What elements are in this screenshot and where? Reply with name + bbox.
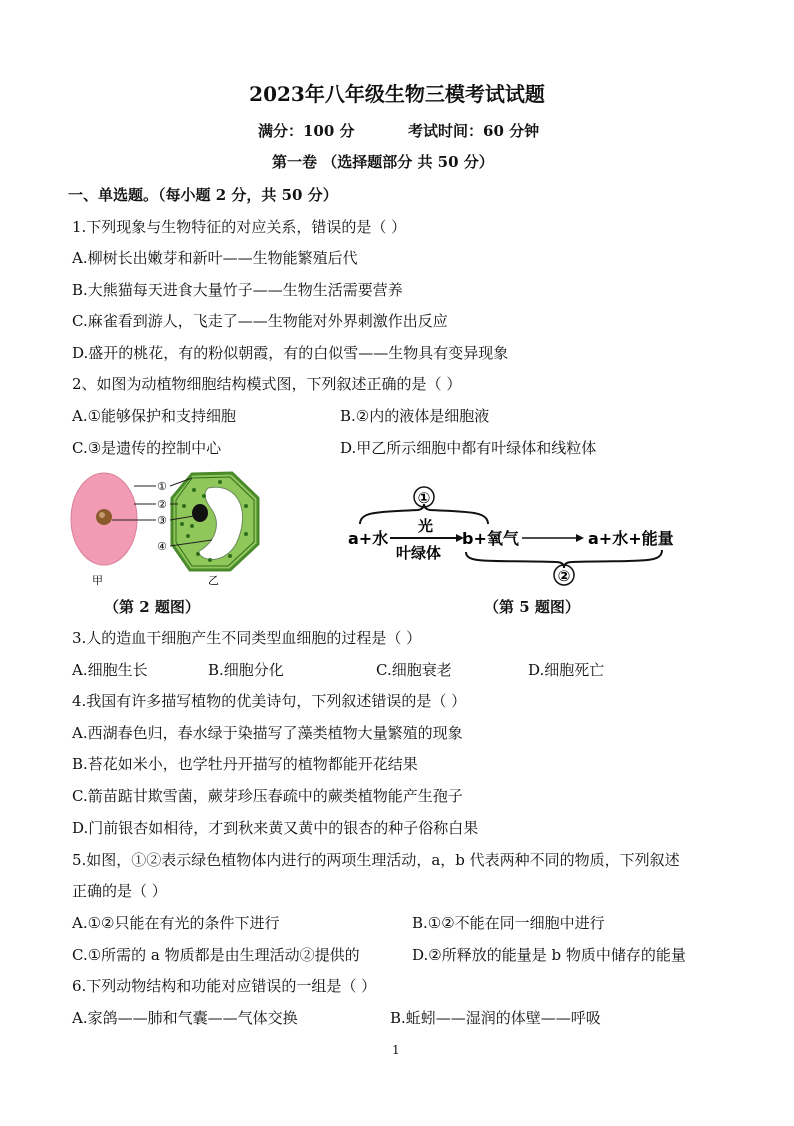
q4-option-b: B.苔花如米小，也学牡丹开描写的植物都能开花结果	[72, 755, 418, 773]
full-score: 满分：100 分	[258, 122, 355, 140]
q2-option-c: C.③是遗传的控制中心	[72, 439, 222, 457]
q1-option-d: D.盛开的桃花，有的粉似朝霞，有的白似雪——生物具有变异现象	[72, 344, 509, 362]
q3-stem: 3.人的造血干细胞产生不同类型血细胞的过程是（ ）	[72, 629, 422, 647]
fig2-marker-2: ②	[157, 498, 167, 511]
fig2-marker-4: ④	[157, 540, 167, 553]
fig5-right: a+水+能量	[588, 529, 674, 548]
fig2-caption: （第 2 题图）	[104, 598, 200, 616]
q3-option-c: C.细胞衰老	[376, 661, 452, 679]
q4-option-c: C.箭苗踮甘欺雪菌，蕨芽珍压春疏中的蕨类植物能产生孢子	[72, 787, 463, 805]
q4-stem: 4.我国有许多描写植物的优美诗句，下列叙述错误的是（ ）	[72, 692, 467, 710]
fig5-light: 光	[418, 517, 434, 535]
q6-option-b: B.蚯蚓——湿润的体壁——呼吸	[390, 1009, 601, 1027]
figure-cells	[60, 466, 280, 590]
q4-option-a: A.西湖春色归，春水绿于染描写了藻类植物大量繁殖的现象	[72, 724, 463, 742]
fig5-marker-2: ②	[557, 567, 571, 585]
q5-option-c: C.①所需的 a 物质都是由生理活动②提供的	[72, 946, 360, 964]
q1-stem: 1.下列现象与生物特征的对应关系，错误的是（ ）	[72, 218, 407, 236]
q4-option-d: D.门前银杏如相待，才到秋来黄又黄中的银杏的种子俗称白果	[72, 819, 479, 837]
q2-stem: 2、如图为动植物细胞结构模式图，下列叙述正确的是（ ）	[72, 375, 462, 393]
fig5-chloroplast: 叶绿体	[396, 544, 442, 562]
q1-option-b: B.大熊猫每天进食大量竹子——生物生活需要营养	[72, 281, 403, 299]
figure-processes	[340, 480, 680, 588]
q3-option-d: D.细胞死亡	[528, 661, 605, 679]
exam-time: 考试时间：60 分钟	[408, 122, 540, 140]
q1-option-a: A.柳树长出嫩芽和新叶——生物能繁殖后代	[72, 249, 358, 267]
part-heading: 第一卷 （选择题部分 共 50 分）	[272, 153, 494, 171]
q5-stem-continued: 正确的是（ ）	[72, 882, 167, 900]
q2-option-a: A.①能够保护和支持细胞	[72, 407, 237, 425]
q1-option-c: C.麻雀看到游人，飞走了——生物能对外界刺激作出反应	[72, 312, 448, 330]
section-heading: 一、单选题。（每小题 2 分，共 50 分）	[68, 186, 338, 204]
exam-title: 2023年八年级生物三模考试试题	[249, 82, 545, 106]
plant-nucleus	[192, 504, 208, 522]
fig5-marker-1: ①	[417, 489, 431, 507]
fig2-marker-3: ③	[157, 514, 167, 527]
q5-option-a: A.①②只能在有光的条件下进行	[72, 914, 280, 932]
page-number: 1	[392, 1043, 400, 1057]
q2-option-d: D.甲乙所示细胞中都有叶绿体和线粒体	[340, 439, 597, 457]
fig2-label-yi: 乙	[208, 574, 219, 587]
fig5-caption: （第 5 题图）	[484, 598, 580, 616]
q6-stem: 6.下列动物结构和功能对应错误的一组是（ ）	[72, 977, 377, 995]
q5-stem: 5.如图，①②表示绿色植物体内进行的两项生理活动，a，b 代表两种不同的物质，下列叙述	[72, 851, 680, 869]
q5-option-d: D.②所释放的能量是 b 物质中储存的能量	[412, 946, 686, 964]
q5-option-b: B.①②不能在同一细胞中进行	[412, 914, 605, 932]
q2-option-b: B.②内的液体是细胞液	[340, 407, 490, 425]
fig5-mid: b+氧气	[462, 529, 519, 548]
fig2-label-jia: 甲	[92, 574, 103, 587]
q6-option-a: A.家鸽——肺和气囊——气体交换	[72, 1009, 298, 1027]
q3-option-b: B.细胞分化	[208, 661, 284, 679]
q3-option-a: A.细胞生长	[72, 661, 148, 679]
fig5-left: a+水	[348, 529, 389, 548]
fig2-marker-1: ①	[157, 480, 167, 493]
